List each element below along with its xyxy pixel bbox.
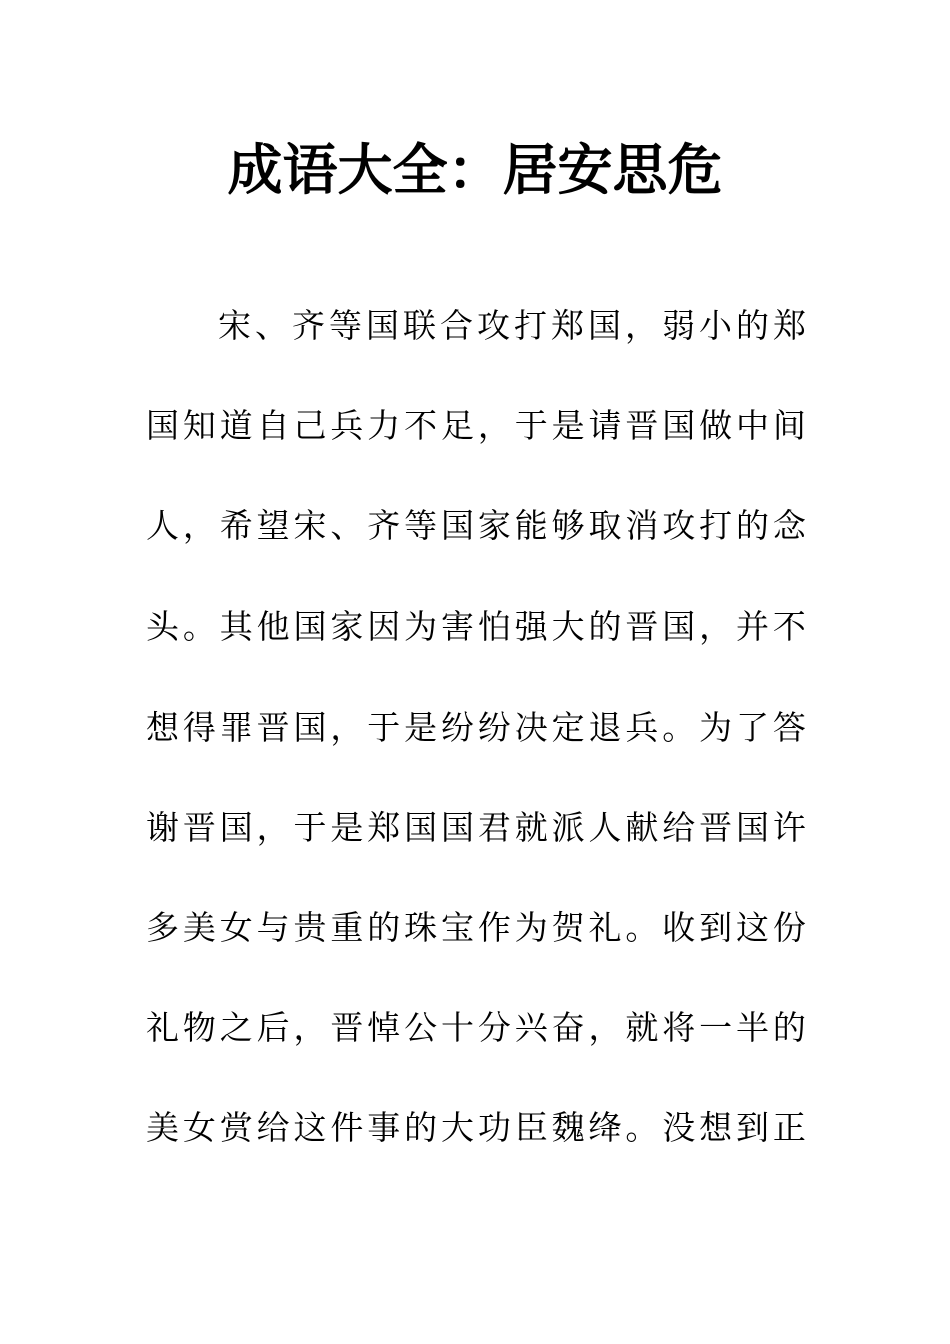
text-char: ， (330, 708, 364, 747)
text-char: 晋 (256, 708, 290, 747)
text-char: 头 (146, 607, 179, 646)
text-char: 道 (219, 406, 253, 445)
text-char: 。 (625, 908, 659, 947)
text-char: 宋 (293, 506, 327, 545)
text-char: 不 (772, 607, 806, 646)
text-char: 纷 (441, 708, 474, 747)
text-char: 中 (736, 406, 769, 445)
text-char: 够 (551, 506, 585, 545)
text-char: 宋 (218, 306, 251, 345)
text-char: 定 (551, 708, 585, 747)
text-char: 份 (772, 908, 806, 947)
text-char: 多 (146, 908, 179, 947)
text-char: 纷 (477, 708, 511, 747)
text-char: 礼 (588, 908, 622, 947)
text-char: 国 (404, 808, 438, 847)
text-char: 消 (625, 506, 659, 545)
text-char: 希 (219, 506, 253, 545)
text-char: 决 (514, 708, 548, 747)
text-char: 强 (514, 607, 548, 646)
text-char: 晋 (625, 406, 659, 445)
text-char: 美 (182, 908, 216, 947)
text-char: 齐 (292, 306, 325, 345)
document-title: 成语大全：居安思危 (227, 138, 723, 202)
text-char: 于 (514, 406, 548, 445)
text-char: 半 (736, 1008, 769, 1047)
text-char: 人 (146, 506, 179, 545)
text-char: 许 (772, 808, 806, 847)
text-char: 等 (329, 306, 362, 345)
text-char: 给 (662, 808, 696, 847)
text-char: 得 (182, 708, 216, 747)
text-char: 的 (736, 306, 769, 345)
text-char: 晋 (330, 1008, 364, 1047)
text-char: 派 (551, 808, 585, 847)
text-char: 到 (736, 1108, 769, 1147)
text-char: 国 (662, 406, 696, 445)
text-char: ， (256, 808, 290, 847)
text-char: 这 (736, 908, 769, 947)
text-char: 一 (699, 1008, 733, 1047)
paragraph-line (146, 607, 806, 647)
text-char: 的 (588, 607, 622, 646)
text-char: 十 (441, 1008, 474, 1047)
text-char: 请 (588, 406, 622, 445)
text-char: 的 (736, 506, 769, 545)
text-char: 重 (330, 908, 364, 947)
paragraph-line (218, 306, 806, 346)
text-char: 。 (625, 1108, 659, 1147)
text-char: 的 (367, 908, 401, 947)
text-char: 作 (477, 908, 511, 947)
text-char: 。 (662, 708, 696, 747)
text-char: 谢 (146, 808, 179, 847)
text-char: 献 (625, 808, 659, 847)
text-char: 攻 (662, 506, 696, 545)
paragraph-line (146, 708, 806, 748)
text-char: 件 (330, 1108, 364, 1147)
text-char: 国 (736, 808, 769, 847)
text-char: 等 (404, 506, 438, 545)
text-char: 的 (772, 1008, 806, 1047)
text-char: 不 (404, 406, 438, 445)
text-char: 正 (772, 1108, 806, 1147)
text-char: 其 (219, 607, 253, 646)
text-char: 答 (772, 708, 806, 747)
text-char: 将 (662, 1008, 696, 1047)
text-char: 国 (146, 406, 179, 445)
text-char: 己 (293, 406, 327, 445)
text-char: 知 (182, 406, 216, 445)
text-char: 珠 (404, 908, 438, 947)
text-char: 没 (662, 1108, 696, 1147)
text-char: 力 (367, 406, 401, 445)
text-char: 君 (477, 808, 511, 847)
text-char: 并 (736, 607, 769, 646)
text-char: 想 (699, 1108, 733, 1147)
text-char: 兵 (330, 406, 364, 445)
text-char: 给 (256, 1108, 290, 1147)
text-char: 害 (441, 607, 474, 646)
text-char: 足 (441, 406, 474, 445)
text-char: 他 (256, 607, 290, 646)
text-char: 、 (255, 306, 288, 345)
text-char: 贺 (551, 908, 585, 947)
text-char: 与 (256, 908, 290, 947)
text-char: 联 (403, 306, 436, 345)
text-char: 后 (256, 1008, 290, 1047)
paragraph-line (146, 506, 806, 546)
text-char: 这 (293, 1108, 327, 1147)
text-char: 的 (404, 1108, 438, 1147)
paragraph-line (146, 808, 806, 848)
text-char: 能 (514, 506, 548, 545)
text-char: 兴 (514, 1008, 548, 1047)
text-char: 怕 (477, 607, 511, 646)
text-char: ， (625, 306, 658, 345)
text-char: 晋 (182, 808, 216, 847)
text-char: 兵 (625, 708, 659, 747)
text-char: 就 (625, 1008, 659, 1047)
text-char: 合 (440, 306, 473, 345)
text-char: 郑 (367, 808, 401, 847)
text-char: 为 (404, 607, 438, 646)
text-char: 退 (588, 708, 622, 747)
text-char: 。 (182, 607, 216, 646)
text-char: 宝 (441, 908, 474, 947)
text-char: 物 (182, 1008, 216, 1047)
text-char: 自 (256, 406, 290, 445)
paragraph-line (146, 1008, 806, 1048)
text-char: ， (699, 607, 733, 646)
text-char: 是 (330, 808, 364, 847)
text-char: 绛 (588, 1108, 622, 1147)
text-char: 家 (477, 506, 511, 545)
text-char: 小 (699, 306, 732, 345)
text-char: 是 (551, 406, 585, 445)
text-char: 齐 (367, 506, 401, 545)
text-char: 国 (219, 808, 253, 847)
text-char: 郑 (773, 306, 806, 345)
text-char: 了 (736, 708, 769, 747)
text-char: ， (293, 1008, 327, 1047)
text-char: 国 (293, 607, 327, 646)
text-char: 家 (330, 607, 364, 646)
text-char: 大 (551, 607, 585, 646)
text-char: 弱 (662, 306, 695, 345)
text-char: 魏 (551, 1108, 585, 1147)
text-char: 罪 (219, 708, 253, 747)
text-char: 做 (699, 406, 733, 445)
text-char: 国 (293, 708, 327, 747)
text-char: 为 (514, 908, 548, 947)
text-char: 间 (772, 406, 806, 445)
paragraph-line (146, 1108, 806, 1148)
text-char: 公 (404, 1008, 438, 1047)
paragraph-line (146, 908, 806, 948)
text-char: 因 (367, 607, 401, 646)
text-char: 赏 (219, 1108, 253, 1147)
text-char: 臣 (514, 1108, 548, 1147)
text-char: 之 (219, 1008, 253, 1047)
text-char: 人 (588, 808, 622, 847)
text-char: 念 (772, 506, 806, 545)
text-char: 悼 (367, 1008, 401, 1047)
text-char: 打 (699, 506, 733, 545)
text-char: 贵 (293, 908, 327, 947)
text-char: 、 (330, 506, 364, 545)
text-char: ， (182, 506, 216, 545)
text-char: 女 (219, 908, 253, 947)
text-char: 国 (366, 306, 399, 345)
text-char: 晋 (625, 607, 659, 646)
text-char: 国 (588, 306, 621, 345)
paragraph-line (146, 406, 806, 446)
text-char: 想 (146, 708, 179, 747)
text-char: ， (477, 406, 511, 445)
text-char: 于 (293, 808, 327, 847)
text-char: 到 (699, 908, 733, 947)
text-char: 事 (367, 1108, 401, 1147)
text-char: 打 (514, 306, 547, 345)
text-char: 收 (662, 908, 696, 947)
text-char: 望 (256, 506, 290, 545)
text-char: 国 (662, 607, 696, 646)
text-char: 就 (514, 808, 548, 847)
text-char: 国 (441, 808, 474, 847)
text-char: 于 (367, 708, 401, 747)
text-char: 取 (588, 506, 622, 545)
text-char: 礼 (146, 1008, 179, 1047)
text-char: 分 (477, 1008, 511, 1047)
text-char: 美 (146, 1108, 179, 1147)
text-char: 是 (404, 708, 438, 747)
text-char: 功 (477, 1108, 511, 1147)
text-char: 大 (441, 1108, 474, 1147)
text-char: 为 (699, 708, 733, 747)
text-char: 奋 (551, 1008, 585, 1047)
text-char: ， (588, 1008, 622, 1047)
text-char: 攻 (477, 306, 510, 345)
text-char: 晋 (699, 808, 733, 847)
text-char: 国 (441, 506, 474, 545)
text-char: 女 (182, 1108, 216, 1147)
text-char: 郑 (551, 306, 584, 345)
